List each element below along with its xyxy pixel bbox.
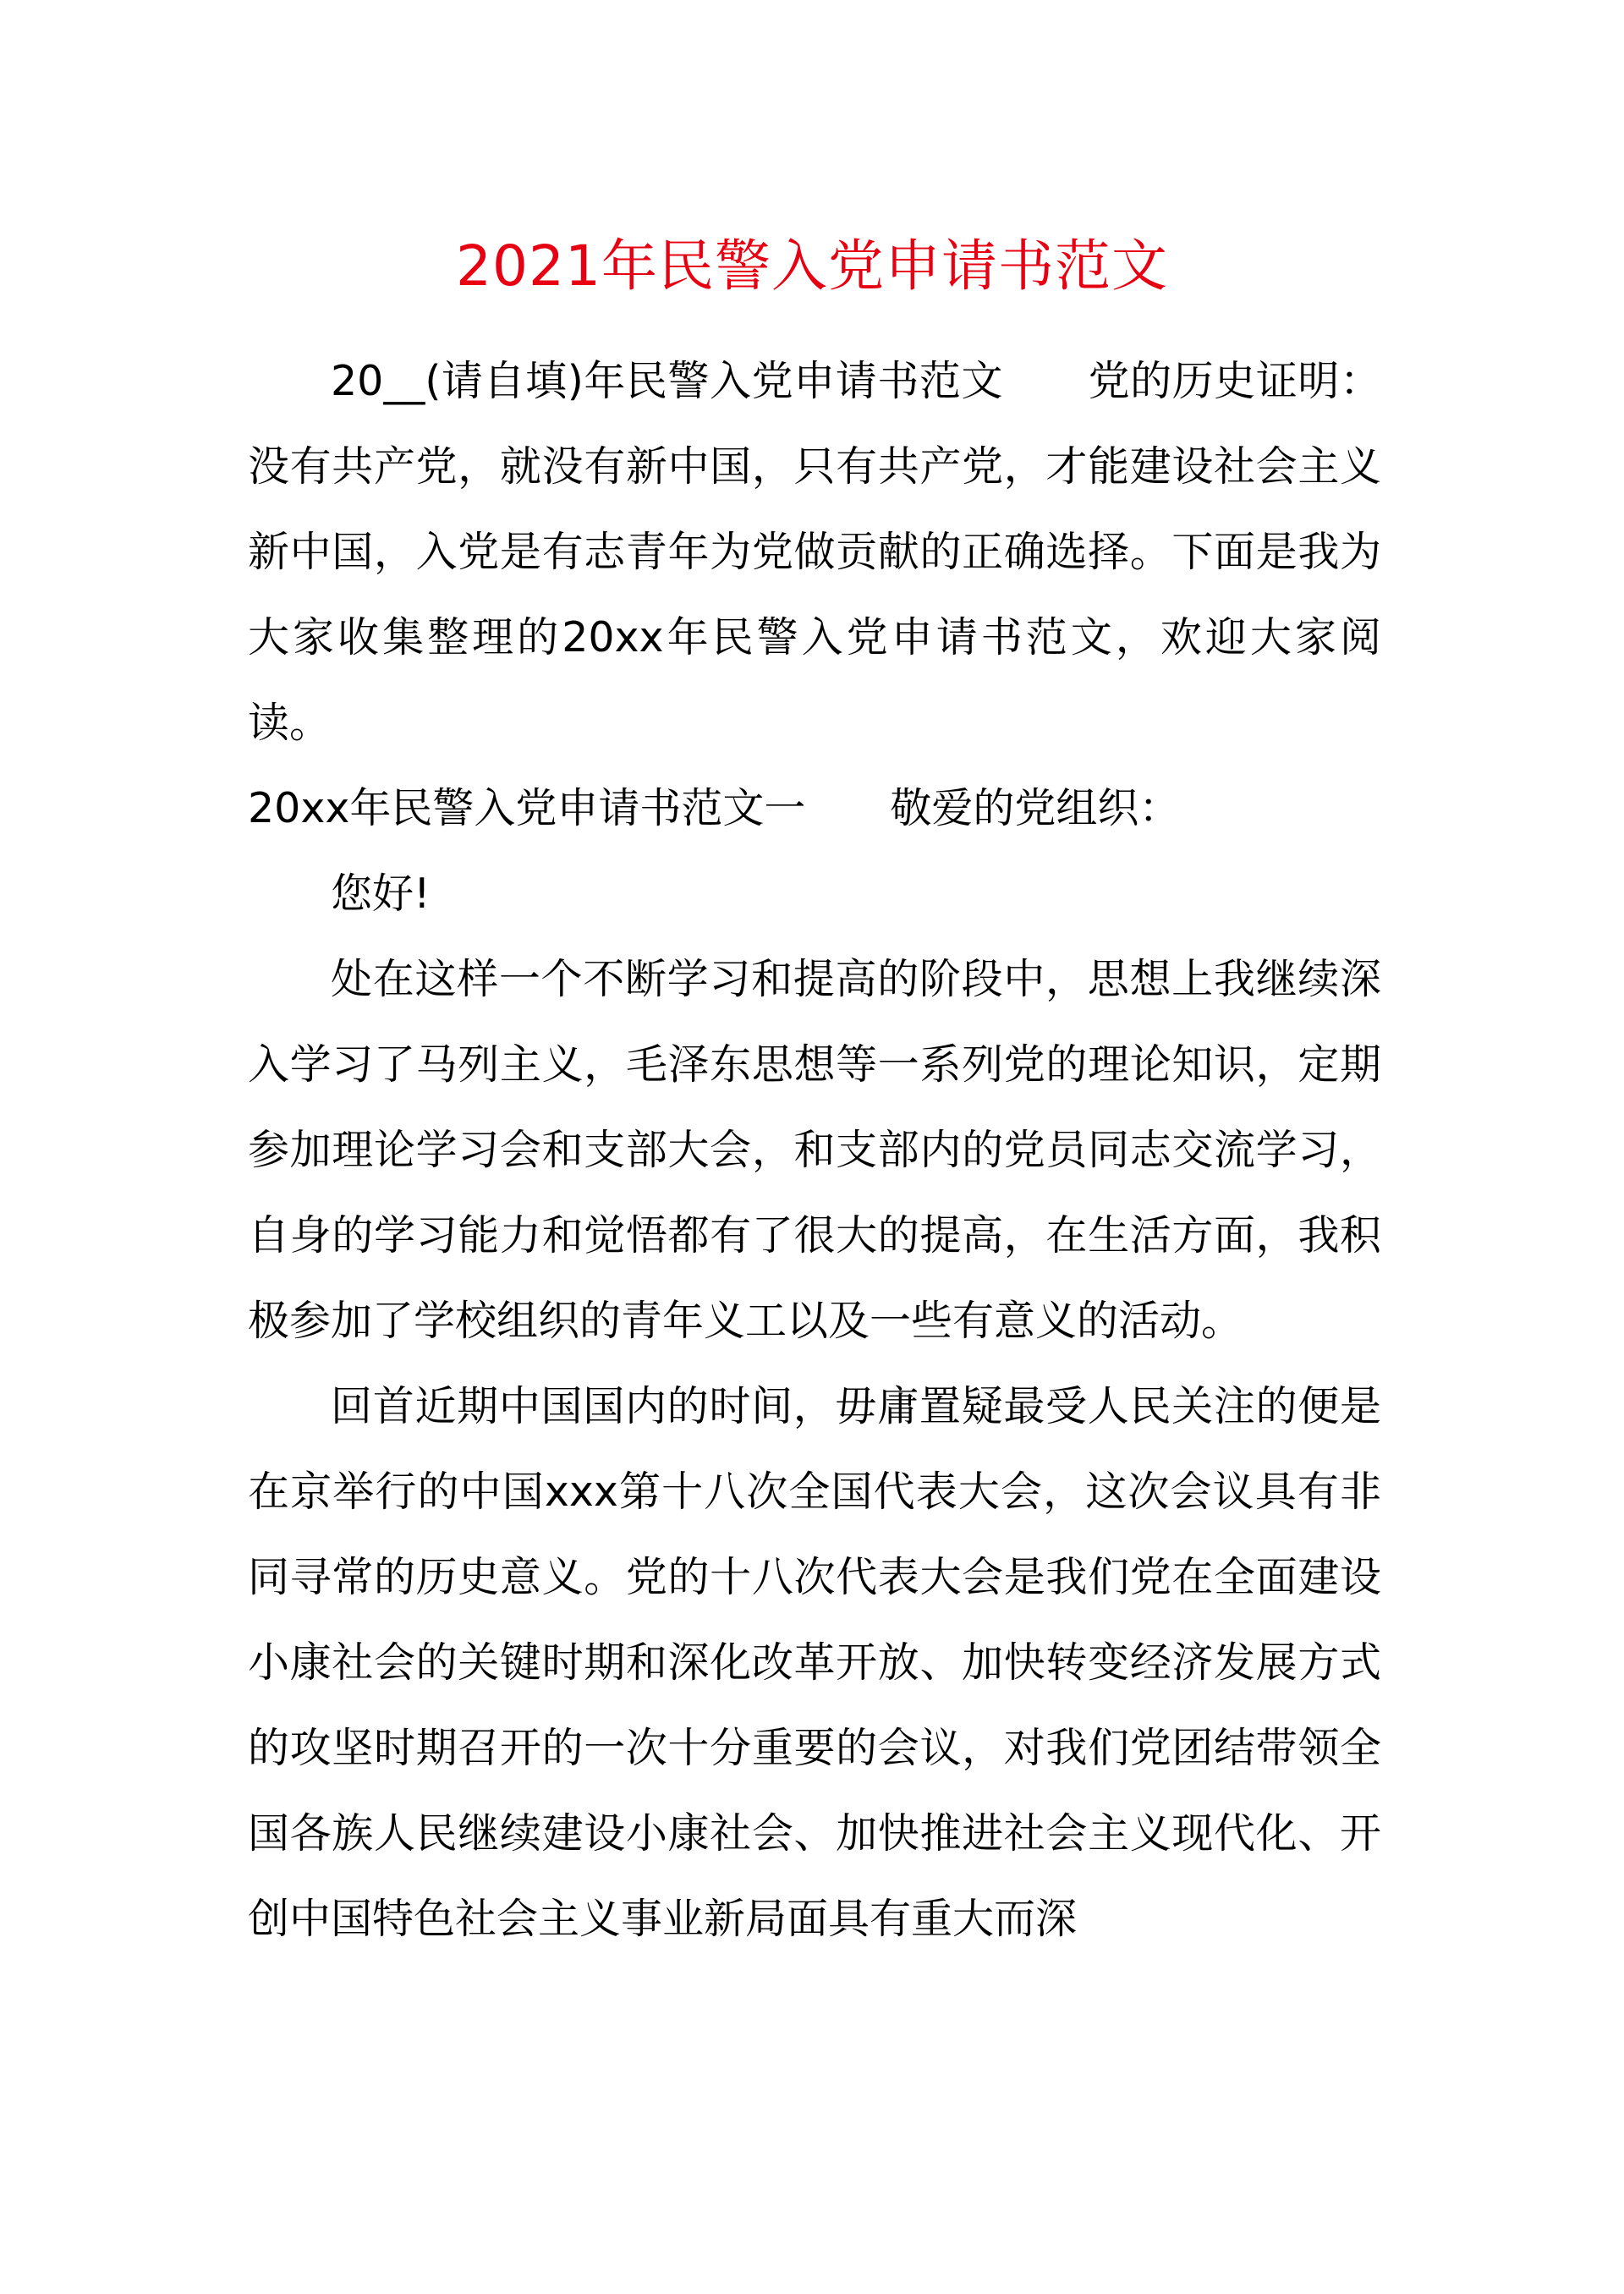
salutation: 敬爱的党组织： (890, 784, 1181, 832)
intro-heading: 20__(请自填)年民警入党申请书范文 (331, 357, 1004, 405)
section-heading-line (248, 766, 1381, 851)
document-body (248, 338, 1381, 1962)
document-title: 2021年民警入党申请书范文 (456, 233, 1168, 299)
body-paragraph-2: 回首近期中国国内的时间，毋庸置疑最受人民关注的便是在京举行的中国xxx第十八次全国代表大会，这次会议具有非同寻常的历史意义。党的十八次代表大会是我们党在全面建设小康社会的关键时期和深化改革开放、加快转变经济发展方式的攻坚时期召开的一次十分重要的会议，对我们党团结带领全国各族人民继续建设小康社会、加快推进社会主义现代化、开创中国特色社会主义事业新局面具有重大而深 (248, 1382, 1381, 1943)
intro-paragraph (248, 338, 1381, 766)
body-paragraph-1: 处在这样一个不断学习和提高的阶段中，思想上我继续深入学习了马列主义，毛泽东思想等一系列党的理论知识，定期参加理论学习会和支部大会，和支部内的党员同志交流学习，自身的学习能力和觉悟都有了很大的提高，在生活方面，我积极参加了学校组织的青年义工以及一些有意义的活动。 (248, 955, 1381, 1345)
section-heading: 20xx年民警入党申请书范文一 (248, 784, 806, 832)
intro-text: 党的历史证明：没有共产党，就没有新中国，只有共产党，才能建设社会主义新中国，入党是有志青年为党做贡献的正确选择。下面是我为大家收集整理的20xx年民警入党申请书范文，欢迎大家阅读。 (248, 357, 1381, 747)
greeting: 您好! (331, 870, 431, 918)
